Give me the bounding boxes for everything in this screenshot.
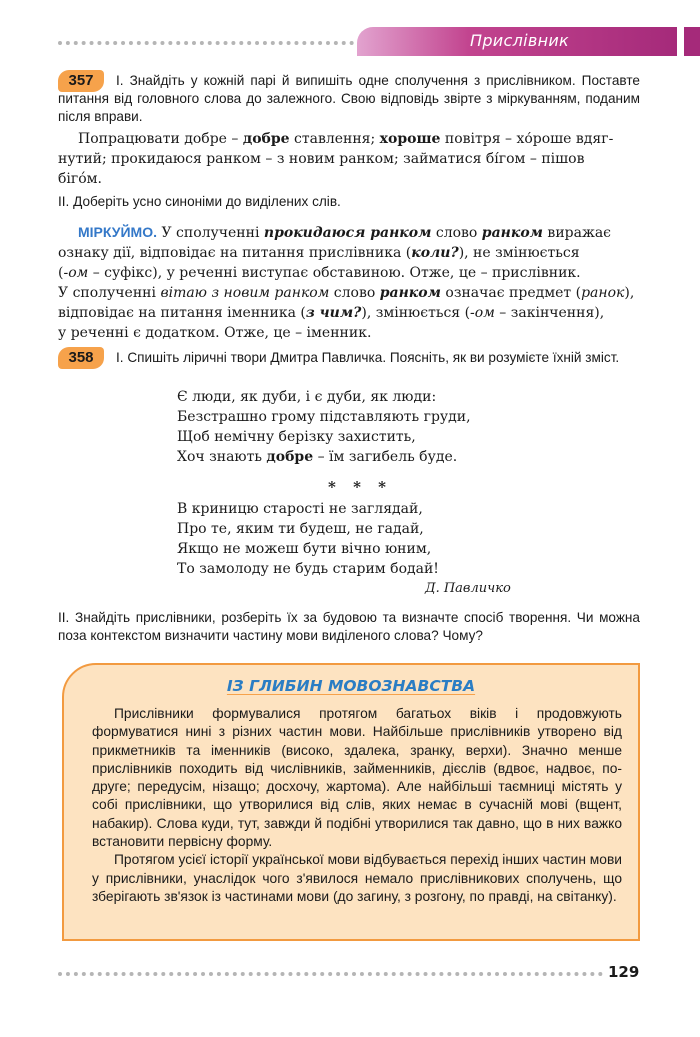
poem-separator: * * * xyxy=(328,478,392,496)
reasoning-line: МІРКУЙМО. У сполученні прокидаюся ранком слово ранком виражає xyxy=(78,224,612,241)
poem-2 xyxy=(177,499,577,579)
task-358-part2: ІІ. Знайдіть прислівники, розберіть їх за будовою та визначте спосіб творення. Чи можна поза контекстом визначити частину мови виділеного слова? Чому? xyxy=(58,610,640,643)
poem-line: То замолоду не будь старим бодай! xyxy=(177,561,439,577)
footer-dotted-rule xyxy=(58,972,603,976)
poem-line: Щоб немічну берізку захистить, xyxy=(177,429,416,445)
pairs-line: бігóм. xyxy=(58,171,103,187)
reasoning-line: У сполученні вітаю з новим ранком слово ранком означає предмет (ранок), xyxy=(58,285,635,301)
header-dotted-rule xyxy=(58,41,354,45)
task-number-badge: 358 xyxy=(58,347,104,369)
info-box-paragraph xyxy=(92,705,622,851)
header-edge-bar xyxy=(684,27,700,56)
info-box-text xyxy=(92,705,622,906)
reasoning-line: ознаку дії, відповідає на питання прислівника (коли?), не змінюється xyxy=(58,245,580,261)
reasoning-line: відповідає на питання іменника (з чим?), змінюється (-ом – закінчення), xyxy=(58,305,605,321)
poem-line: Безстрашно грому підставляють груди, xyxy=(177,409,471,425)
task-358-instruction: І. Спишіть ліричні твори Дмитра Павличка. Поясніть, як ви розумієте їхній зміст. xyxy=(116,350,620,365)
info-box-title: ІЗ ГЛИБИН МОВОЗНАВСТВА xyxy=(226,677,476,695)
reasoning-line: (-ом – суфікс), у реченні виступає обставиною. Отже, це – прислівник. xyxy=(58,265,581,281)
reasoning-line: у реченні є додатком. Отже, це – іменник. xyxy=(58,325,372,341)
pairs-line: Попрацювати добре – добре ставлення; хороше повітря – хо́роше вдяг- xyxy=(78,131,614,147)
poem-author: Д. Павличко xyxy=(425,581,511,596)
task-number-badge: 357 xyxy=(58,70,104,92)
section-header-tab xyxy=(357,27,677,56)
section-title: Прислівник xyxy=(469,31,569,50)
info-box-paragraph-1: Прислівники формувалися протягом багатьох віків і продовжують формуватися нині з різних частин мови. Найбільше прислівників утворено від прикметників та іменників (високо, здалека, зранку, верхи). Значно менше прислівників походить від числівників, займенників, дієслів (вдвоє, надвоє, по-друге; передусім, нізащо; досхочу, жартома). Але найбільші таємниці містять у собі прислівники, що утворилися від слів, яких немає в сучасній мові (вщент, набакир). Слова куди, тут, завжди й подібні утворилися так давно, що в них важко встановити первісну форму. xyxy=(92,706,622,850)
pairs-line-1: добре – добре ставлення; хороше повітря – хо́роше вдяг- xyxy=(184,131,614,147)
info-box xyxy=(62,663,640,941)
task-357-instruction: І. Знайдіть у кожній парі й випишіть одне сполучення з прислівником. Поставте питання від головного слова до залежного. Свою відповідь звірте з міркуванням, поданим після вправи. xyxy=(58,73,640,124)
poem-1 xyxy=(177,387,577,467)
poem-line: Хоч знають добре – їм загибель буде. xyxy=(177,449,458,465)
poem-line: Є люди, як дуби, і є дуби, як люди: xyxy=(177,389,437,405)
page-number: 129 xyxy=(608,963,640,981)
poem-line: В криницю старості не заглядай, xyxy=(177,501,423,517)
poem-line: Якщо не можеш бути вічно юним, xyxy=(177,541,432,557)
task-357-pairs xyxy=(58,129,640,189)
task-357-part2: ІІ. Доберіть усно синоніми до виділених слів. xyxy=(58,194,341,209)
reasoning-block xyxy=(58,222,640,343)
reasoning-label: МІРКУЙМО. xyxy=(78,224,157,240)
poem-line: Про те, яким ти будеш, не гадай, xyxy=(177,521,424,537)
info-box-paragraph xyxy=(92,851,622,906)
pairs-line: нутий; прокидаюся ранком – з новим ранком; займатися бі́гом – пішов xyxy=(58,151,585,167)
info-box-paragraph-2: Протягом усієї історії української мови відбувається перехід інших частин мови у прислівники, унаслідок чого з'явилося немало прислівникових сполучень, що зберігають зв'язок із частинами мови (до загину, з розгону, по правді, на світанку). xyxy=(92,852,622,904)
